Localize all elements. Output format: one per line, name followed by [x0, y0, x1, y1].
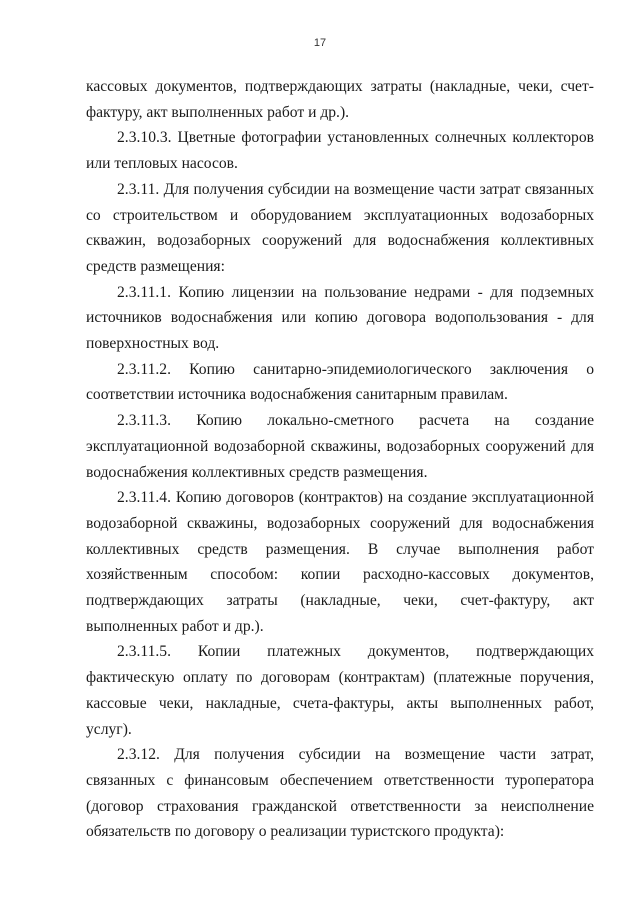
- paragraph-2-3-12: 2.3.12. Для получения субсидии на возмещение части затрат, связанных с финансовым обеспечением ответственности туроператора (договор страхования гражданской ответственности за неисполнение обязательств по договору о реализации туристского продукта):: [86, 746, 594, 841]
- paragraph-2-3-11-5: 2.3.11.5. Копии платежных документов, подтверждающих фактическую оплату по договорам (контрактам) (платежные поручения, кассовые чеки, накладные, счета-фактуры, акты выполненных работ, услуг).: [86, 643, 594, 738]
- paragraph-2-3-11-4: 2.3.11.4. Копию договоров (контрактов) на создание эксплуатационной водозаборной скважины, водозаборных сооружений для водоснабжения коллективных средств размещения. В случае выполнения работ хозяйственным способом: копии расходно-кассовых документов, подтверждающих затраты (накладные, чеки, счет-фактуру, акт выполненных работ и др.).: [86, 489, 594, 635]
- paragraph-2-3-10-3: 2.3.10.3. Цветные фотографии установленных солнечных коллекторов или тепловых насосов.: [86, 129, 594, 173]
- paragraph-2-3-11: 2.3.11. Для получения субсидии на возмещение части затрат связанных со строительством и оборудованием эксплуатационных водозаборных скважин, водозаборных сооружений для водоснабжения коллективных средств размещения:: [86, 180, 594, 275]
- page-number: 17: [313, 37, 327, 49]
- paragraph-2-3-11-2: 2.3.11.2. Копию санитарно-эпидемиологического заключения о соответствии источника водоснабжения санитарным правилам.: [86, 360, 594, 404]
- paragraph-continuation: кассовых документов, подтверждающих затраты (накладные, чеки, счет-фактуру, акт выполненных работ и др.).: [86, 78, 594, 121]
- paragraph-2-3-11-3: 2.3.11.3. Копию локально-сметного расчета на создание эксплуатационной водозаборной скважины, водозаборных сооружений для водоснабжения коллективных средств размещения.: [86, 412, 594, 481]
- paragraph-2-3-11-1: 2.3.11.1. Копию лицензии на пользование недрами - для подземных источников водоснабжения или копию договора водопользования - для поверхностных вод.: [86, 283, 594, 353]
- document-body: [86, 74, 594, 845]
